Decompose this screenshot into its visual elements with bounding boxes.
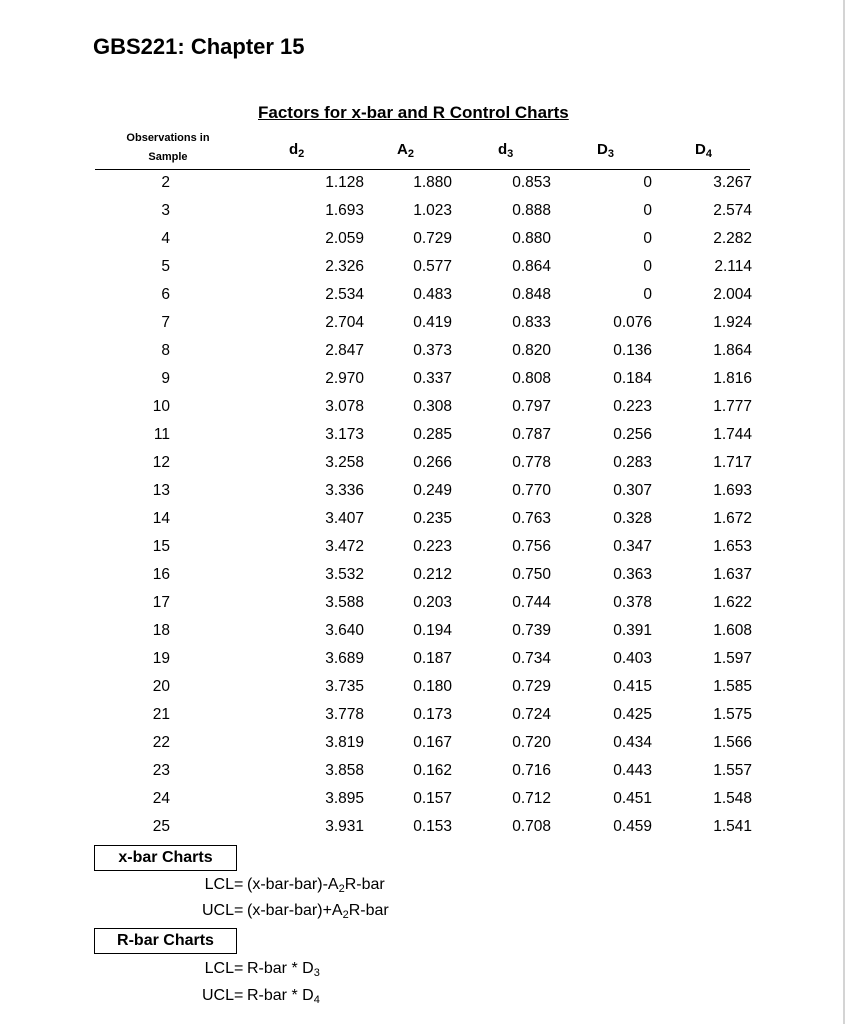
sample-size-cell: 16 xyxy=(152,566,170,583)
D3-cell: 0.425 xyxy=(613,706,652,723)
sample-size-cell: 18 xyxy=(152,622,170,639)
table-row xyxy=(0,590,852,618)
a2-cell: 0.235 xyxy=(413,510,452,527)
column-header-D4-base: D xyxy=(695,141,706,158)
table-row xyxy=(0,618,852,646)
column-header-d3-base: d xyxy=(498,141,508,158)
sample-size-cell: 20 xyxy=(152,678,170,695)
D3-cell: 0.223 xyxy=(613,398,652,415)
table-row xyxy=(0,450,852,478)
rbar-ucl-label: UCL xyxy=(201,987,234,1004)
a2-cell: 0.153 xyxy=(413,818,452,835)
column-header-D3-sub: 3 xyxy=(607,148,614,160)
xbar-ucl-formula xyxy=(160,902,389,920)
sample-size-cell: 2 xyxy=(161,174,170,191)
D3-cell: 0.076 xyxy=(613,314,652,331)
table-row xyxy=(0,478,852,506)
sample-size-cell: 5 xyxy=(161,258,170,275)
D3-cell: 0.391 xyxy=(613,622,652,639)
table-row xyxy=(0,702,852,730)
d2-cell: 3.735 xyxy=(325,678,364,695)
D4-cell: 1.924 xyxy=(713,314,752,331)
D4-cell: 1.717 xyxy=(713,454,752,471)
sample-size-cell: 15 xyxy=(152,538,170,555)
a2-cell: 1.880 xyxy=(413,174,452,191)
d3-cell: 0.734 xyxy=(512,650,551,667)
column-header-d3-sub: 3 xyxy=(507,148,514,160)
D4-cell: 1.637 xyxy=(713,566,752,583)
D3-cell: 0 xyxy=(643,230,652,247)
sample-size-cell: 21 xyxy=(152,706,170,723)
d3-cell: 0.787 xyxy=(512,426,551,443)
D4-cell: 1.541 xyxy=(713,818,752,835)
a2-cell: 0.162 xyxy=(413,762,452,779)
D3-cell: 0.283 xyxy=(613,454,652,471)
d2-cell: 3.407 xyxy=(325,510,364,527)
a2-cell: 0.180 xyxy=(413,678,452,695)
table-row xyxy=(0,786,852,814)
d2-cell: 1.693 xyxy=(325,202,364,219)
rbar-ucl-expression: R-bar * D xyxy=(247,987,314,1004)
D3-cell: 0.363 xyxy=(613,566,652,583)
table-row xyxy=(0,674,852,702)
d3-cell: 0.708 xyxy=(512,818,551,835)
d2-cell: 1.128 xyxy=(325,174,364,191)
table-row xyxy=(0,562,852,590)
D3-cell: 0.184 xyxy=(613,370,652,387)
D4-cell: 1.864 xyxy=(713,342,752,359)
column-header-d3 xyxy=(498,141,513,158)
table-row xyxy=(0,394,852,422)
rbar-lcl-expression: R-bar * D xyxy=(247,960,314,977)
table-row xyxy=(0,170,852,198)
table-row xyxy=(0,534,852,562)
rbar-lcl-equals: = xyxy=(234,960,244,977)
D3-cell: 0.378 xyxy=(613,594,652,611)
a2-cell: 0.337 xyxy=(413,370,452,387)
d2-cell: 3.895 xyxy=(325,790,364,807)
D4-cell: 1.653 xyxy=(713,538,752,555)
column-header-d2-sub: 2 xyxy=(298,148,305,160)
xbar-lcl-expression: (x-bar-bar)-A xyxy=(247,876,339,893)
a2-cell: 0.249 xyxy=(413,482,452,499)
sample-size-cell: 13 xyxy=(152,482,170,499)
xbar-lcl-subscript: 2 xyxy=(338,883,345,895)
d2-cell: 3.689 xyxy=(325,650,364,667)
column-header-D3-base: D xyxy=(597,141,608,158)
d2-cell: 3.336 xyxy=(325,482,364,499)
d3-cell: 0.888 xyxy=(512,202,551,219)
table-row xyxy=(0,758,852,786)
D3-cell: 0.459 xyxy=(613,818,652,835)
d3-cell: 0.739 xyxy=(512,622,551,639)
D4-cell: 1.585 xyxy=(713,678,752,695)
D4-cell: 1.597 xyxy=(713,650,752,667)
d2-cell: 2.970 xyxy=(325,370,364,387)
D3-cell: 0.403 xyxy=(613,650,652,667)
D3-cell: 0.136 xyxy=(613,342,652,359)
d2-cell: 3.173 xyxy=(325,426,364,443)
sample-size-cell: 19 xyxy=(152,650,170,667)
d2-cell: 2.059 xyxy=(325,230,364,247)
column-header-D4 xyxy=(695,141,712,158)
d3-cell: 0.808 xyxy=(512,370,551,387)
rbar-ucl-equals: = xyxy=(234,987,244,1004)
d3-cell: 0.744 xyxy=(512,594,551,611)
column-header-a2-sub: 2 xyxy=(407,148,414,160)
d2-cell: 3.858 xyxy=(325,762,364,779)
d3-cell: 0.820 xyxy=(512,342,551,359)
table-row xyxy=(0,814,852,842)
xbar-lcl-expression-end: R-bar xyxy=(344,876,385,893)
xbar-lcl-equals: = xyxy=(234,876,244,893)
sample-size-cell: 10 xyxy=(152,398,170,415)
sample-size-cell: 8 xyxy=(161,342,170,359)
table-row xyxy=(0,422,852,450)
table-row xyxy=(0,254,852,282)
D3-cell: 0.415 xyxy=(613,678,652,695)
d2-cell: 3.588 xyxy=(325,594,364,611)
a2-cell: 0.223 xyxy=(413,538,452,555)
column-header-D4-sub: 4 xyxy=(705,148,712,160)
sample-size-cell: 23 xyxy=(152,762,170,779)
a2-cell: 0.194 xyxy=(413,622,452,639)
table-row xyxy=(0,226,852,254)
a2-cell: 0.285 xyxy=(413,426,452,443)
D4-cell: 1.693 xyxy=(713,482,752,499)
D4-cell: 2.282 xyxy=(713,230,752,247)
d3-cell: 0.756 xyxy=(512,538,551,555)
sample-size-cell: 12 xyxy=(152,454,170,471)
D3-cell: 0 xyxy=(643,174,652,191)
d2-cell: 2.534 xyxy=(325,286,364,303)
table-row xyxy=(0,730,852,758)
table-row xyxy=(0,338,852,366)
table-row xyxy=(0,310,852,338)
a2-cell: 0.203 xyxy=(413,594,452,611)
d2-cell: 2.326 xyxy=(325,258,364,275)
D4-cell: 2.114 xyxy=(714,258,752,275)
D3-cell: 0.347 xyxy=(613,538,652,555)
table-row xyxy=(0,506,852,534)
d3-cell: 0.778 xyxy=(512,454,551,471)
d3-cell: 0.848 xyxy=(512,286,551,303)
sample-size-cell: 9 xyxy=(161,370,170,387)
sample-size-cell: 14 xyxy=(152,510,170,527)
table-title: Factors for x-bar and R Control Charts xyxy=(258,103,569,122)
rbar-lcl-subscript: 3 xyxy=(313,967,320,979)
d3-cell: 0.712 xyxy=(512,790,551,807)
d2-cell: 2.704 xyxy=(325,314,364,331)
a2-cell: 0.167 xyxy=(413,734,452,751)
a2-cell: 0.212 xyxy=(413,566,452,583)
xbar-lcl-formula xyxy=(160,876,385,894)
d2-cell: 3.472 xyxy=(325,538,364,555)
d2-cell: 3.819 xyxy=(325,734,364,751)
sample-size-cell: 4 xyxy=(161,230,170,247)
column-header-D3 xyxy=(597,141,614,158)
a2-cell: 0.373 xyxy=(413,342,452,359)
D4-cell: 1.566 xyxy=(713,734,752,751)
D4-cell: 2.574 xyxy=(713,202,752,219)
D4-cell: 1.816 xyxy=(713,370,752,387)
table-row xyxy=(0,282,852,310)
D4-cell: 1.744 xyxy=(713,426,752,443)
d2-cell: 3.931 xyxy=(325,818,364,835)
a2-cell: 1.023 xyxy=(413,202,452,219)
D4-cell: 1.557 xyxy=(713,762,752,779)
d3-cell: 0.797 xyxy=(512,398,551,415)
column-header-d2-base: d xyxy=(289,141,299,158)
sample-size-cell: 3 xyxy=(161,202,170,219)
d3-cell: 0.763 xyxy=(512,510,551,527)
d3-cell: 0.864 xyxy=(512,258,551,275)
rbar-ucl-subscript: 4 xyxy=(313,994,320,1006)
a2-cell: 0.187 xyxy=(413,650,452,667)
d3-cell: 0.770 xyxy=(512,482,551,499)
D4-cell: 2.004 xyxy=(713,286,752,303)
d2-cell: 3.258 xyxy=(325,454,364,471)
d3-cell: 0.880 xyxy=(512,230,551,247)
sample-size-cell: 6 xyxy=(161,286,170,303)
D4-cell: 1.575 xyxy=(713,706,752,723)
table-row xyxy=(0,646,852,674)
D3-cell: 0.256 xyxy=(613,426,652,443)
D4-cell: 1.622 xyxy=(713,594,752,611)
D4-cell: 1.777 xyxy=(713,398,752,415)
observations-header-line2: Sample xyxy=(148,151,188,163)
document-title: GBS221: Chapter 15 xyxy=(93,34,305,59)
a2-cell: 0.173 xyxy=(413,706,452,723)
table-row xyxy=(0,366,852,394)
rbar-charts-label: R-bar Charts xyxy=(94,928,237,954)
xbar-ucl-expression-end: R-bar xyxy=(348,902,389,919)
d3-cell: 0.724 xyxy=(512,706,551,723)
column-header-a2 xyxy=(397,141,414,158)
d2-cell: 3.640 xyxy=(325,622,364,639)
a2-cell: 0.577 xyxy=(413,258,452,275)
d3-cell: 0.716 xyxy=(512,762,551,779)
d2-cell: 3.778 xyxy=(325,706,364,723)
D3-cell: 0.434 xyxy=(613,734,652,751)
D3-cell: 0 xyxy=(643,202,652,219)
a2-cell: 0.419 xyxy=(413,314,452,331)
a2-cell: 0.266 xyxy=(413,454,452,471)
D4-cell: 1.548 xyxy=(713,790,752,807)
table-row xyxy=(0,198,852,226)
rbar-lcl-formula xyxy=(160,960,320,978)
d3-cell: 0.720 xyxy=(512,734,551,751)
xbar-lcl-label: LCL xyxy=(204,876,234,893)
d3-cell: 0.750 xyxy=(512,566,551,583)
D3-cell: 0 xyxy=(643,258,652,275)
sample-size-cell: 25 xyxy=(152,818,170,835)
d3-cell: 0.833 xyxy=(512,314,551,331)
a2-cell: 0.308 xyxy=(413,398,452,415)
column-header-a2-base: A xyxy=(397,141,408,158)
D3-cell: 0.328 xyxy=(613,510,652,527)
xbar-ucl-subscript: 2 xyxy=(342,909,349,921)
D4-cell: 1.672 xyxy=(713,510,752,527)
sample-size-cell: 17 xyxy=(152,594,170,611)
D3-cell: 0.307 xyxy=(613,482,652,499)
a2-cell: 0.483 xyxy=(413,286,452,303)
D3-cell: 0 xyxy=(643,286,652,303)
d2-cell: 3.078 xyxy=(325,398,364,415)
D4-cell: 1.608 xyxy=(713,622,752,639)
D4-cell: 3.267 xyxy=(713,174,752,191)
rbar-ucl-formula xyxy=(160,987,320,1005)
d2-cell: 3.532 xyxy=(325,566,364,583)
sample-size-cell: 11 xyxy=(153,426,170,443)
rbar-lcl-label: LCL xyxy=(204,960,234,977)
d3-cell: 0.729 xyxy=(512,678,551,695)
d3-cell: 0.853 xyxy=(512,174,551,191)
xbar-charts-label: x-bar Charts xyxy=(94,845,237,871)
D3-cell: 0.443 xyxy=(613,762,652,779)
observations-header xyxy=(106,129,230,167)
observations-header-line1: Observations in xyxy=(126,132,210,144)
sample-size-cell: 22 xyxy=(152,734,170,751)
D3-cell: 0.451 xyxy=(613,790,652,807)
sample-size-cell: 24 xyxy=(152,790,170,807)
xbar-ucl-label: UCL xyxy=(201,902,234,919)
xbar-ucl-equals: = xyxy=(234,902,244,919)
column-header-d2 xyxy=(289,141,304,158)
a2-cell: 0.729 xyxy=(413,230,452,247)
d2-cell: 2.847 xyxy=(325,342,364,359)
sample-size-cell: 7 xyxy=(161,314,170,331)
xbar-ucl-expression: (x-bar-bar)+A xyxy=(247,902,343,919)
a2-cell: 0.157 xyxy=(413,790,452,807)
